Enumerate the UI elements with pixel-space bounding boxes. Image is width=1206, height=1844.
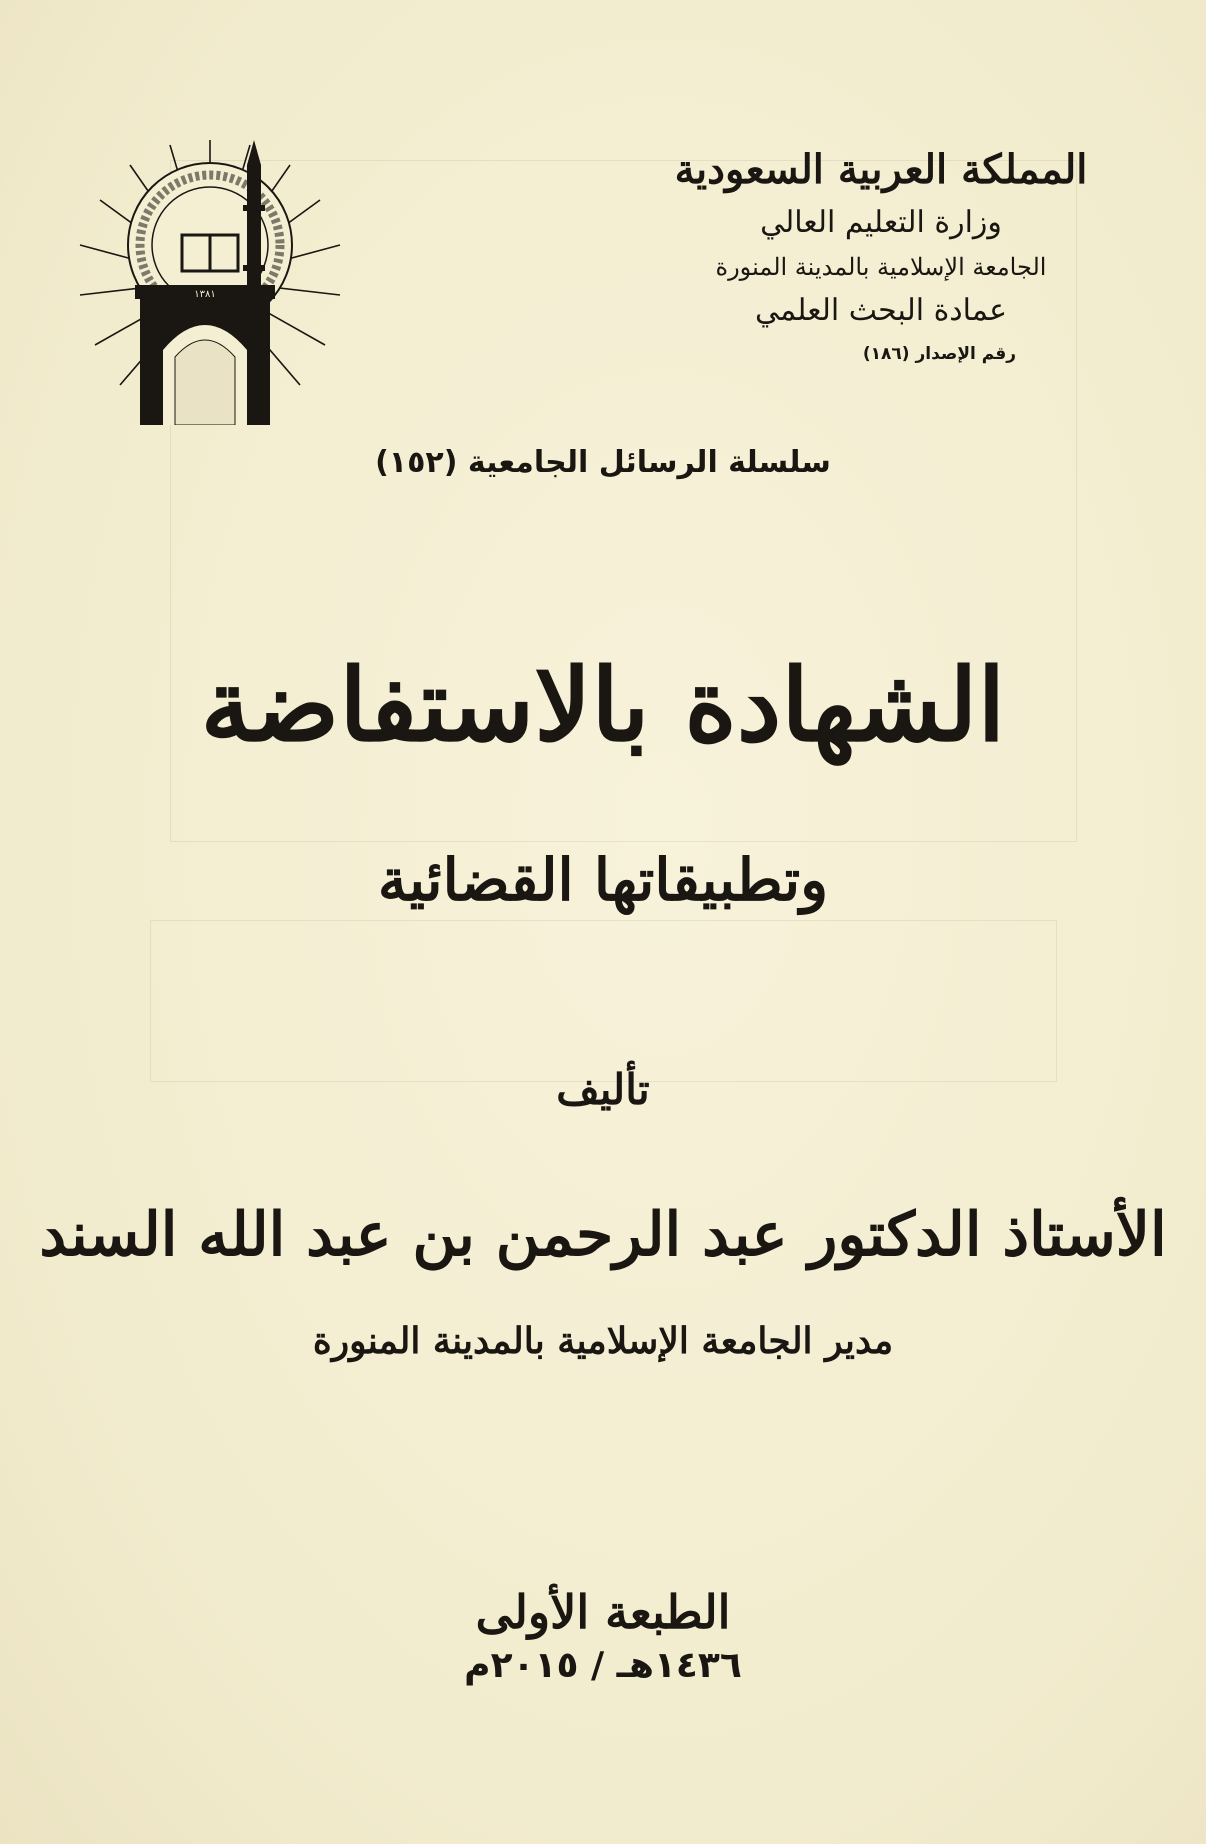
edition-label: الطبعة الأولى xyxy=(475,1585,731,1639)
university-name: الجامعة الإسلامية بالمدينة المنورة xyxy=(715,253,1047,281)
book-subtitle: وتطبيقاتها القضائية xyxy=(377,846,829,914)
series-title: سلسلة الرسائل الجامعية (١٥٢) xyxy=(375,445,831,480)
kingdom-name: المملكة العربية السعودية xyxy=(674,146,1088,193)
author-name: الأستاذ الدكتور عبد الرحمن بن عبد الله السند xyxy=(39,1200,1167,1270)
book-title: الشهادة بالاستفاضة xyxy=(200,646,1006,764)
deanship-name: عمادة البحث العلمي xyxy=(754,293,1008,328)
author-role: مدير الجامعة الإسلامية بالمدينة المنورة xyxy=(312,1320,894,1362)
publication-date: ١٤٣٦هـ / ٢٠١٥م xyxy=(464,1645,742,1686)
issue-number: رقم الإصدار (١٨٦) xyxy=(862,344,1016,364)
publisher-header xyxy=(666,140,1096,374)
show-through-frame xyxy=(150,920,1057,1082)
ministry-name: وزارة التعليم العالي xyxy=(760,205,1002,240)
emblem-year: ١٣٨١ xyxy=(194,289,216,300)
authored-by-label: تأليف xyxy=(556,1065,650,1114)
islamic-university-emblem-icon xyxy=(75,135,345,425)
